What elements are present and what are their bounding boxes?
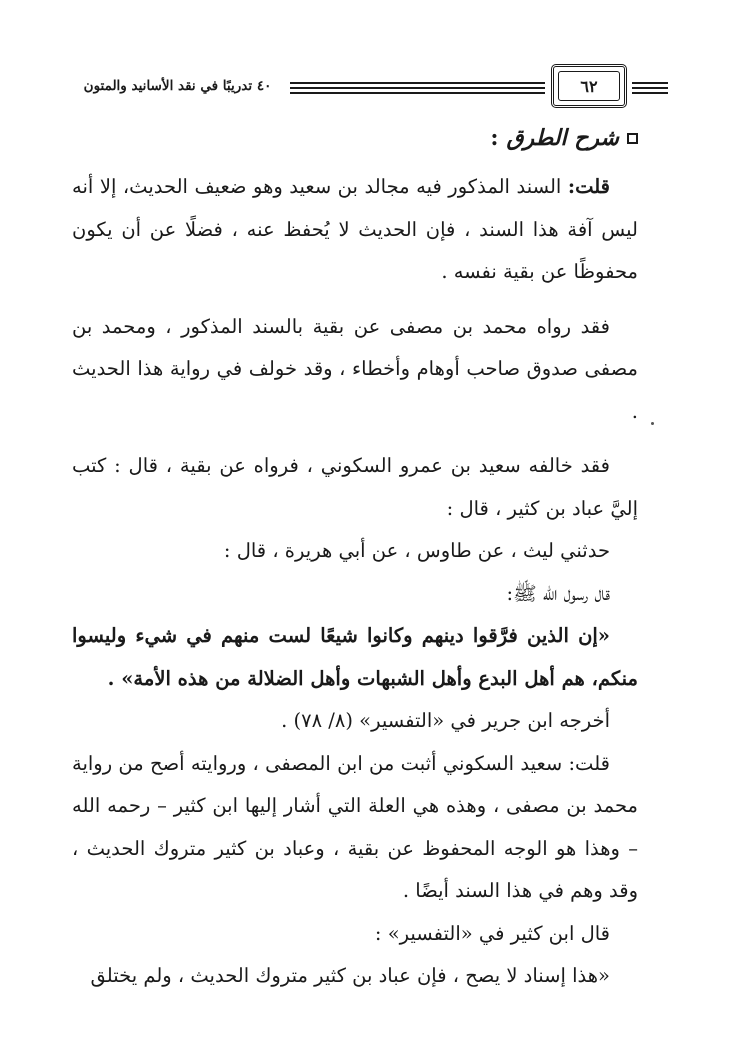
header-rule (290, 87, 545, 89)
hadith-text: «إن الذين فرَّقوا دينهم وكانوا شيعًا لست منهم في شيء وليسوا منكم، هم أهل البدع وأهل الشبهات وأهل الضلالة من هذه الأمة» . (72, 624, 638, 690)
square-bullet-icon (627, 133, 638, 144)
paragraph-2: فقد رواه محمد بن مصفى عن بقية بالسند المذكور ، ومحمد بن مصفى صدوق صاحب أوهام وأخطاء ، وقد خولف في رواية هذا الحديث . (72, 314, 638, 423)
page-number: ٦٢ (580, 76, 598, 96)
running-header (70, 62, 670, 114)
paragraph-1-text: السند المذكور فيه مجالد بن سعيد وهو ضعيف الحديث، إلا أنه ليس آفة هذا السند ، فإن الحديث لا يُحفظ عنه ، فضلًا عن أن يكون محفوظًا عن بقية نفسه . (72, 175, 638, 283)
paragraph-7: قلت: سعيد السكوني أثبت من ابن المصفى ، وروايته أصح من رواية محمد بن مصفى ، وهذه هي العلة التي أشار إليها ابن كثير – رحمه الله – وهذا هو الوجه المحفوظ عن بقية ، وعباد بن كثير متروك الحديث ، وقد وهم في هذا السند أيضًا . (72, 751, 638, 902)
page-body (72, 120, 638, 998)
paragraph-5: قال رسول الله ﷺ: (506, 581, 610, 605)
running-title: ٤٠ تدريبًا في نقد الأسانيد والمتون (83, 78, 272, 94)
paragraph-4: حدثني ليث ، عن طاوس ، عن أبي هريرة ، قال : (223, 539, 610, 562)
paragraph-9: «هذا إسناد لا يصح ، فإن عباد بن كثير متروك الحديث ، ولم يختلق (90, 964, 610, 987)
page-number-box (551, 64, 627, 108)
paragraph-3: فقد خالفه سعيد بن عمرو السكوني ، فرواه عن بقية ، قال : كتب إليَّ عباد بن كثير ، قال : (72, 454, 638, 520)
header-rule (290, 92, 545, 94)
header-rule (632, 87, 668, 89)
stray-mark (651, 422, 654, 425)
section-heading (72, 120, 638, 156)
paragraph-6: أخرجه ابن جرير في «التفسير» (٨/ ٧٨) . (281, 709, 610, 732)
header-rule (632, 82, 668, 84)
header-rule (632, 92, 668, 94)
section-heading-text: شرح الطرق (506, 125, 619, 151)
paragraph-1 (72, 166, 638, 294)
paragraph-1-lead: قلت: (567, 175, 610, 198)
section-heading-colon: : (490, 125, 499, 151)
header-rule (290, 82, 545, 84)
paragraph-8: قال ابن كثير في «التفسير» : (374, 921, 610, 945)
